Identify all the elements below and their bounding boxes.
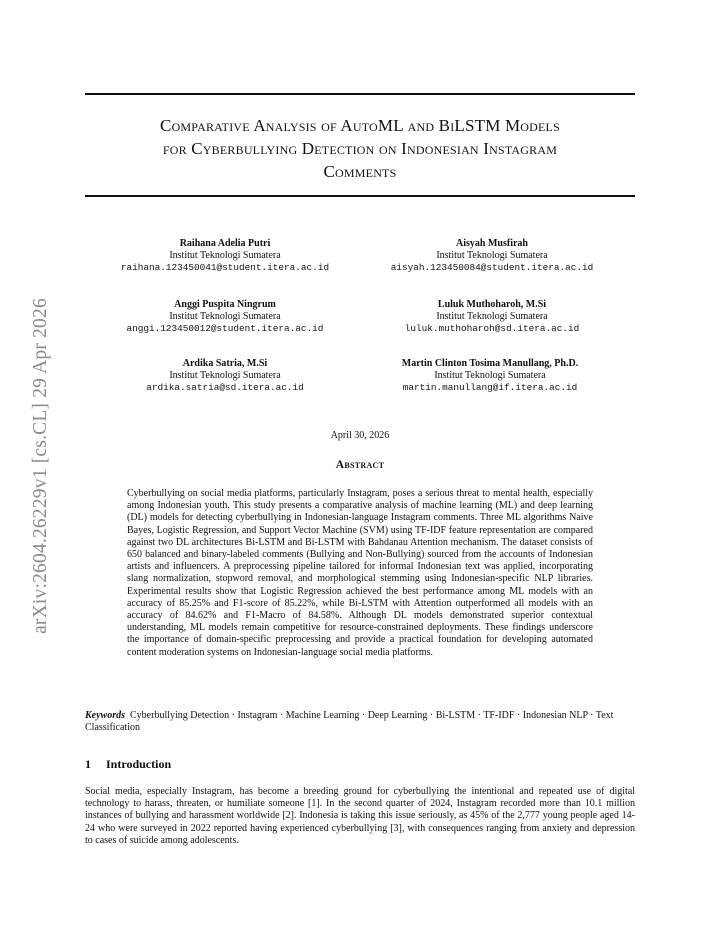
author-3: [90, 299, 360, 335]
author-email: martin.manullang@if.itera.ac.id: [402, 382, 578, 393]
author-4: [357, 299, 627, 335]
arxiv-identifier-stamp: arXiv:2604.26229v1 [cs.CL] 29 Apr 2026: [30, 298, 51, 634]
title-top-rule: [85, 93, 635, 95]
section-heading-introduction: [85, 757, 635, 772]
author-name: Luluk Muthoharoh, M.Si: [437, 299, 547, 310]
title-bottom-rule: [85, 195, 635, 197]
author-affiliation: Institut Teknologi Sumatera: [436, 311, 548, 322]
publication-date: April 30, 2026: [330, 430, 390, 441]
introduction-paragraph: Social media, especially Instagram, has become a breeding ground for cyberbullying the intentional and repeated use of digital technology to harass, threaten, or humiliate someone [1]. In the second quarter of 2024, Instagram recorded more than 10.1 million instances of bullying and harassment worldwide [2]. Indonesia is taking this issue seriously, as 45% of the 2,777 young people aged 14-24 who were surveyed in 2022 reported having experienced cyberbullying [3], with consequences ranging from anxiety and depression to cases of suicide among adolescents.: [85, 786, 635, 846]
author-affiliation: Institut Teknologi Sumatera: [434, 370, 546, 381]
author-affiliation: Institut Teknologi Sumatera: [169, 311, 281, 322]
title-line-1: Comparative Analysis of AutoML and BiLSTM Models: [160, 116, 560, 135]
section-number: 1: [85, 757, 91, 771]
author-email: ardika.satria@sd.itera.ac.id: [146, 382, 304, 393]
author-affiliation: Institut Teknologi Sumatera: [436, 250, 548, 261]
author-2: [357, 238, 627, 274]
paper-title: [85, 114, 635, 183]
section-title: Introduction: [106, 757, 172, 771]
keywords-block: [85, 710, 635, 734]
author-email: aisyah.123450084@student.itera.ac.id: [390, 262, 594, 273]
author-6: [340, 358, 640, 394]
keywords-label: Keywords: [85, 710, 125, 721]
title-line-3: Comments: [323, 162, 397, 181]
abstract-text: Cyberbullying on social media platforms, particularly Instagram, poses a serious threat to mental health, especially among Indonesian youth. This study presents a comparative analysis of machine learning (ML) and deep learning (DL) models for detecting cyberbullying in Indonesian-language Instagram comments. Three ML algorithms Naive Bayes, Logistic Regression, and Support Vector Machine (SVM) using TF-IDF feature representation are compared against two DL architectures Bi-LSTM and Bi-LSTM with Bahdanau Attention mechanism. The dataset consists of 650 balanced and binary-labeled comments (Bullying and Non-Bullying) sourced from the accounts of Indonesian artists and influencers. A preprocessing pipeline tailored for informal Indonesian text was applied, incorporating slang normalization, stopword removal, and morphological stemming using Indonesian-specific NLP libraries. Experimental results show that Logistic Regression achieved the best performance among ML models with an accuracy of 85.25% and F1-score of 85.22%, while Bi-LSTM with Attention outperformed all models with an accuracy of 84.62% and F1-Macro of 84.58%. Although DL models demonstrated superior contextual understanding, ML models remain competitive for resource-constrained deployments. These findings underscore the importance of domain-specific preprocessing and provide a practical foundation for developing automated content moderation systems on Indonesian-language social media platforms.: [127, 488, 593, 658]
author-affiliation: Institut Teknologi Sumatera: [169, 250, 281, 261]
author-1: [90, 238, 360, 274]
author-name: Raihana Adelia Putri: [179, 238, 271, 249]
author-name: Ardika Satria, M.Si: [182, 358, 268, 369]
author-name: Anggi Puspita Ningrum: [174, 299, 276, 310]
author-email: anggi.123450012@student.itera.ac.id: [126, 323, 324, 334]
author-5: [90, 358, 360, 394]
keywords-text: Cyberbullying Detection · Instagram · Machine Learning · Deep Learning · Bi-LSTM · TF-IDF · Indonesian NLP · Text Classification: [85, 710, 614, 734]
author-email: luluk.muthoharoh@sd.itera.ac.id: [404, 323, 580, 334]
abstract-heading: Abstract: [335, 459, 385, 471]
title-line-2: for Cyberbullying Detection on Indonesian Instagram: [162, 139, 558, 158]
author-email: raihana.123450041@student.itera.ac.id: [120, 262, 330, 273]
author-name: Aisyah Musfirah: [456, 238, 528, 249]
author-name: Martin Clinton Tosima Manullang, Ph.D.: [401, 358, 579, 369]
author-affiliation: Institut Teknologi Sumatera: [169, 370, 281, 381]
